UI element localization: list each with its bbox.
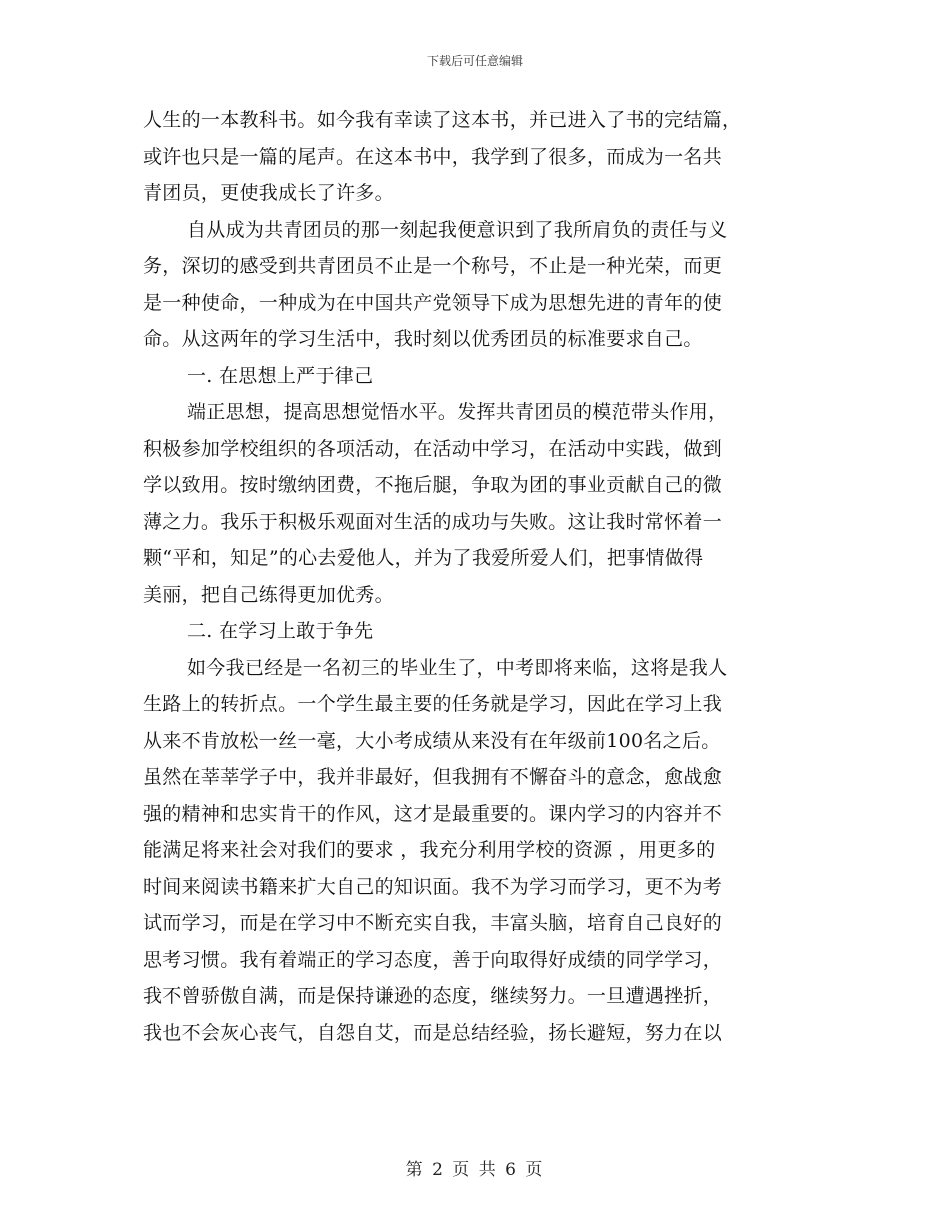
text-line: 虽然在莘莘学子中，我并非最好，但我拥有不懈奋斗的意念，愈战愈 (143, 766, 723, 788)
text-line: 试而学习，而是在学习中不断充实自我，丰富头脑，培育自己良好的 (143, 912, 723, 934)
text-line: 强的精神和忠实肯干的作风，这才是最重要的。课内学习的内容并不 (143, 802, 723, 825)
page-header: 下载后可任意编辑 (426, 54, 523, 68)
document-body (143, 102, 807, 1051)
text-line: 能满足将来社会对我们的要求 ，我充分利用学校的资源 ，用更多的 (143, 839, 716, 861)
page-number-footer: 第 2 页 共 6 页 (405, 1160, 545, 1180)
text-line: 积极参加学校组织的各项活动，在活动中学习，在活动中实践，做到 (143, 437, 723, 460)
text-line: 生路上的转折点。一个学生最主要的任务就是学习，因此在学习上我 (143, 693, 723, 715)
text-line: 薄之力。我乐于积极乐观面对生活的成功与失败。这让我时常怀着一 (143, 510, 723, 533)
text-line: 命。从这两年的学习生活中，我时刻以优秀团员的标准要求自己。 (143, 328, 703, 350)
text-line: 或许也只是一篇的尾声。在这本书中，我学到了很多，而成为一名共 (143, 145, 723, 168)
text-line: 学以致用。按时缴纳团费，不拖后腿，争取为团的事业贡献自己的微 (143, 474, 723, 496)
text-line: 端正思想，提高思想觉悟水平。发挥共青团员的模范带头作用， (187, 401, 728, 423)
text-line: 一. 在思想上严于律己 (187, 364, 374, 387)
text-line: 是一种使命，一种成为在中国共产党领导下成为思想先进的青年的使 (143, 291, 723, 314)
text-line: 自从成为共青团员的那一刻起我便意识到了我所肩负的责任与义 (187, 218, 728, 241)
text-line: 从来不肯放松一丝一毫，大小考成绩从来没有在年级前100名之后。 (143, 729, 721, 752)
text-line: 务，深切的感受到共青团员不止是一个称号，不止是一种光荣，而更 (143, 255, 723, 277)
text-line: 我不曾骄傲自满，而是保持谦逊的态度，继续努力。一旦遭遇挫折， (143, 985, 723, 1007)
text-line: 思考习惯。我有着端正的学习态度，善于向取得好成绩的同学学习， (143, 948, 723, 971)
text-line: 如今我已经是一名初三的毕业生了，中考即将来临，这将是我人 (187, 656, 728, 679)
text-line: 美丽，把自己练得更加优秀。 (143, 583, 394, 606)
text-line: 青团员，更使我成长了许多。 (143, 182, 394, 204)
text-line: 我也不会灰心丧气，自怨自艾，而是总结经验，扬长避短，努力在以 (143, 1021, 723, 1044)
text-line: 二. 在学习上敢于争先 (187, 620, 374, 642)
text-line: 人生的一本教科书。如今我有幸读了这本书，并已进入了书的完结篇， (143, 109, 742, 131)
text-line: 颗“平和，知足”的心去爱他人，并为了我爱所爱人们，把事情做得 (143, 547, 704, 569)
text-line: 时间来阅读书籍来扩大自己的知识面。我不为学习而学习，更不为考 (143, 875, 723, 898)
